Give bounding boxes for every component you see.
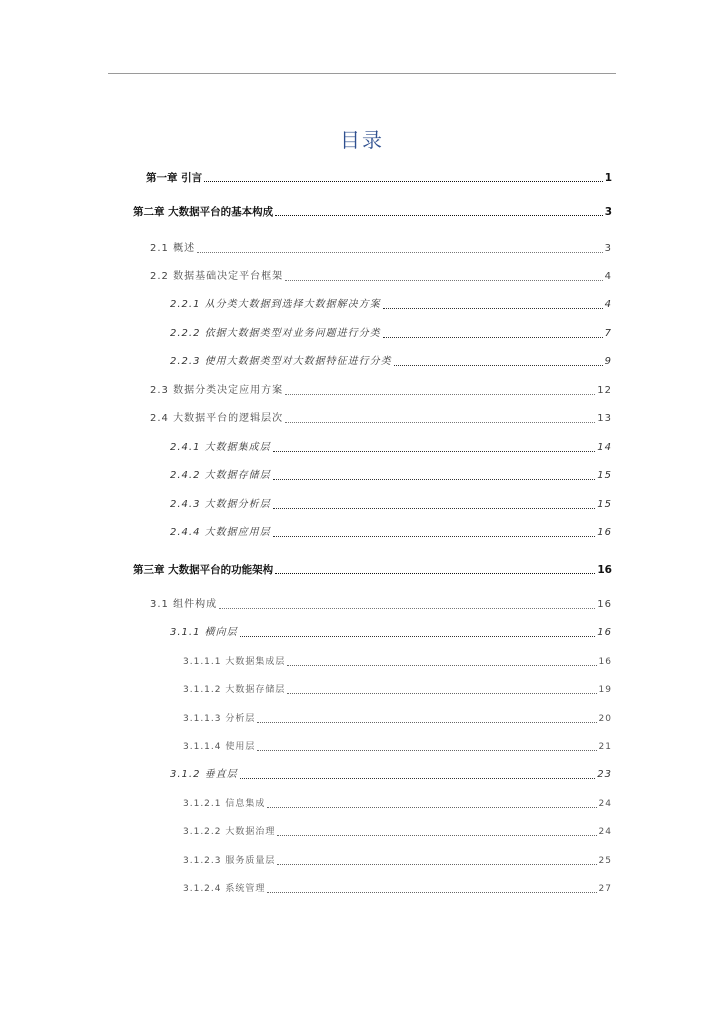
toc-entry-label: 第二章 大数据平台的基本构成 [133, 206, 274, 218]
toc-leader-dots [285, 421, 595, 423]
toc-entry-label: 3.1.1.3 分析层 [183, 714, 256, 724]
toc-entry-page: 25 [598, 856, 612, 866]
toc-entry[interactable] [150, 269, 612, 285]
toc-entry-page: 27 [598, 884, 612, 894]
toc-entry[interactable] [170, 326, 612, 342]
toc-entry[interactable] [183, 654, 612, 670]
toc-entry-page: 14 [597, 442, 612, 453]
toc-entry-label: 3.1.1.2 大数据存储层 [183, 685, 286, 695]
toc-leader-dots [275, 214, 603, 216]
toc-entry-page: 24 [598, 799, 612, 809]
toc-leader-dots [285, 279, 603, 281]
toc-leader-dots [257, 749, 596, 751]
toc-entry-label: 2.3 数据分类决定应用方案 [150, 385, 284, 396]
toc-leader-dots [267, 891, 596, 893]
toc-leader-dots [383, 307, 603, 309]
toc-entry-page: 16 [597, 564, 612, 576]
toc-leader-dots [273, 507, 596, 509]
toc-entry-page: 20 [598, 714, 612, 724]
toc-leader-dots [240, 777, 596, 779]
toc-entry-label: 3.1.1 横向层 [170, 627, 238, 638]
toc-leader-dots [287, 692, 596, 694]
toc-entry[interactable] [183, 824, 612, 840]
toc-leader-dots [277, 863, 596, 865]
toc-entry-label: 2.2.1 从分类大数据到选择大数据解决方案 [170, 299, 381, 310]
toc-leader-dots [285, 393, 595, 395]
toc-entry[interactable] [150, 597, 612, 613]
toc-entry-page: 4 [604, 271, 612, 282]
toc-leader-dots [277, 834, 596, 836]
toc-entry-label: 2.4.2 大数据存储层 [170, 470, 271, 481]
toc-entry[interactable] [183, 739, 612, 755]
toc-entry-page: 12 [597, 385, 612, 396]
toc-leader-dots [197, 251, 603, 253]
toc-entry-label: 2.2 数据基础决定平台框架 [150, 271, 284, 282]
toc-leader-dots [273, 450, 596, 452]
toc-entry-label: 3.1.2 垂直层 [170, 769, 238, 780]
toc-leader-dots [257, 721, 596, 723]
toc-leader-dots [204, 180, 603, 182]
toc-entry-page: 13 [597, 413, 612, 424]
toc-entry[interactable] [170, 297, 612, 313]
toc-entry-label: 2.4.1 大数据集成层 [170, 442, 271, 453]
toc-entry-label: 3.1.1.1 大数据集成层 [183, 657, 286, 667]
toc-entry[interactable] [170, 497, 612, 513]
toc-entry[interactable] [150, 411, 612, 427]
toc-leader-dots [275, 572, 595, 574]
toc-leader-dots [219, 607, 595, 609]
toc-entry[interactable] [170, 625, 612, 641]
toc-leader-dots [273, 535, 596, 537]
toc-entry-label: 2.2.3 使用大数据类型对大数据特征进行分类 [170, 356, 392, 367]
toc-entry-label: 第一章 引言 [146, 172, 203, 184]
toc-leader-dots [273, 478, 596, 480]
toc-entry-page: 1 [604, 172, 612, 184]
toc-entry[interactable] [170, 354, 612, 370]
toc-entry-label: 2.4.4 大数据应用层 [170, 527, 271, 538]
toc-entry-page: 24 [598, 827, 612, 837]
toc-entry-page: 4 [604, 299, 612, 310]
toc-leader-dots [267, 806, 596, 808]
toc-entry[interactable] [170, 440, 612, 456]
toc-entry-page: 16 [598, 657, 612, 667]
toc-leader-dots [240, 635, 596, 637]
toc-entry[interactable] [183, 796, 612, 812]
toc-entry[interactable] [183, 853, 612, 869]
toc-entry[interactable] [150, 241, 612, 257]
toc-leader-dots [287, 664, 596, 666]
toc-entry-page: 16 [597, 627, 612, 638]
toc-entry[interactable] [170, 468, 612, 484]
toc-entry[interactable] [170, 525, 612, 541]
toc-entry[interactable] [170, 767, 612, 783]
toc-entry-label: 2.4.3 大数据分析层 [170, 499, 271, 510]
toc-entry-page: 23 [597, 769, 612, 780]
toc-entry-page: 3 [604, 243, 612, 254]
toc-leader-dots [383, 336, 603, 338]
toc-leader-dots [394, 364, 603, 366]
toc-entry-page: 19 [598, 685, 612, 695]
toc-entry-page: 21 [598, 742, 612, 752]
toc-entry-label: 3.1.2.2 大数据治理 [183, 827, 276, 837]
toc-entry-label: 2.4 大数据平台的逻辑层次 [150, 413, 284, 424]
toc-entry-label: 3.1 组件构成 [150, 599, 218, 610]
toc-entry-page: 16 [597, 599, 612, 610]
toc-title: 目录 [340, 128, 384, 152]
toc-entry[interactable] [183, 881, 612, 897]
toc-entry-label: 2.2.2 依据大数据类型对业务问题进行分类 [170, 328, 381, 339]
toc-entry[interactable] [133, 204, 612, 220]
toc-entry-label: 2.1 概述 [150, 243, 196, 254]
toc-entry-page: 15 [597, 470, 612, 481]
toc-entry-page: 7 [604, 328, 612, 339]
toc-entry-page: 3 [604, 206, 612, 218]
toc-entry-label: 第三章 大数据平台的功能架构 [133, 564, 274, 576]
toc-entry-label: 3.1.1.4 使用层 [183, 742, 256, 752]
header-rule [108, 73, 616, 74]
toc-entry[interactable] [183, 682, 612, 698]
toc-entry-page: 9 [604, 356, 612, 367]
toc-entry-label: 3.1.2.4 系统管理 [183, 884, 266, 894]
toc-entry-page: 16 [597, 527, 612, 538]
toc-entry[interactable] [150, 383, 612, 399]
toc-entry-page: 15 [597, 499, 612, 510]
toc-entry-label: 3.1.2.1 信息集成 [183, 799, 266, 809]
toc-entry[interactable] [183, 711, 612, 727]
toc-entry[interactable] [133, 562, 612, 578]
toc-entry[interactable] [146, 170, 612, 186]
toc-entry-label: 3.1.2.3 服务质量层 [183, 856, 276, 866]
